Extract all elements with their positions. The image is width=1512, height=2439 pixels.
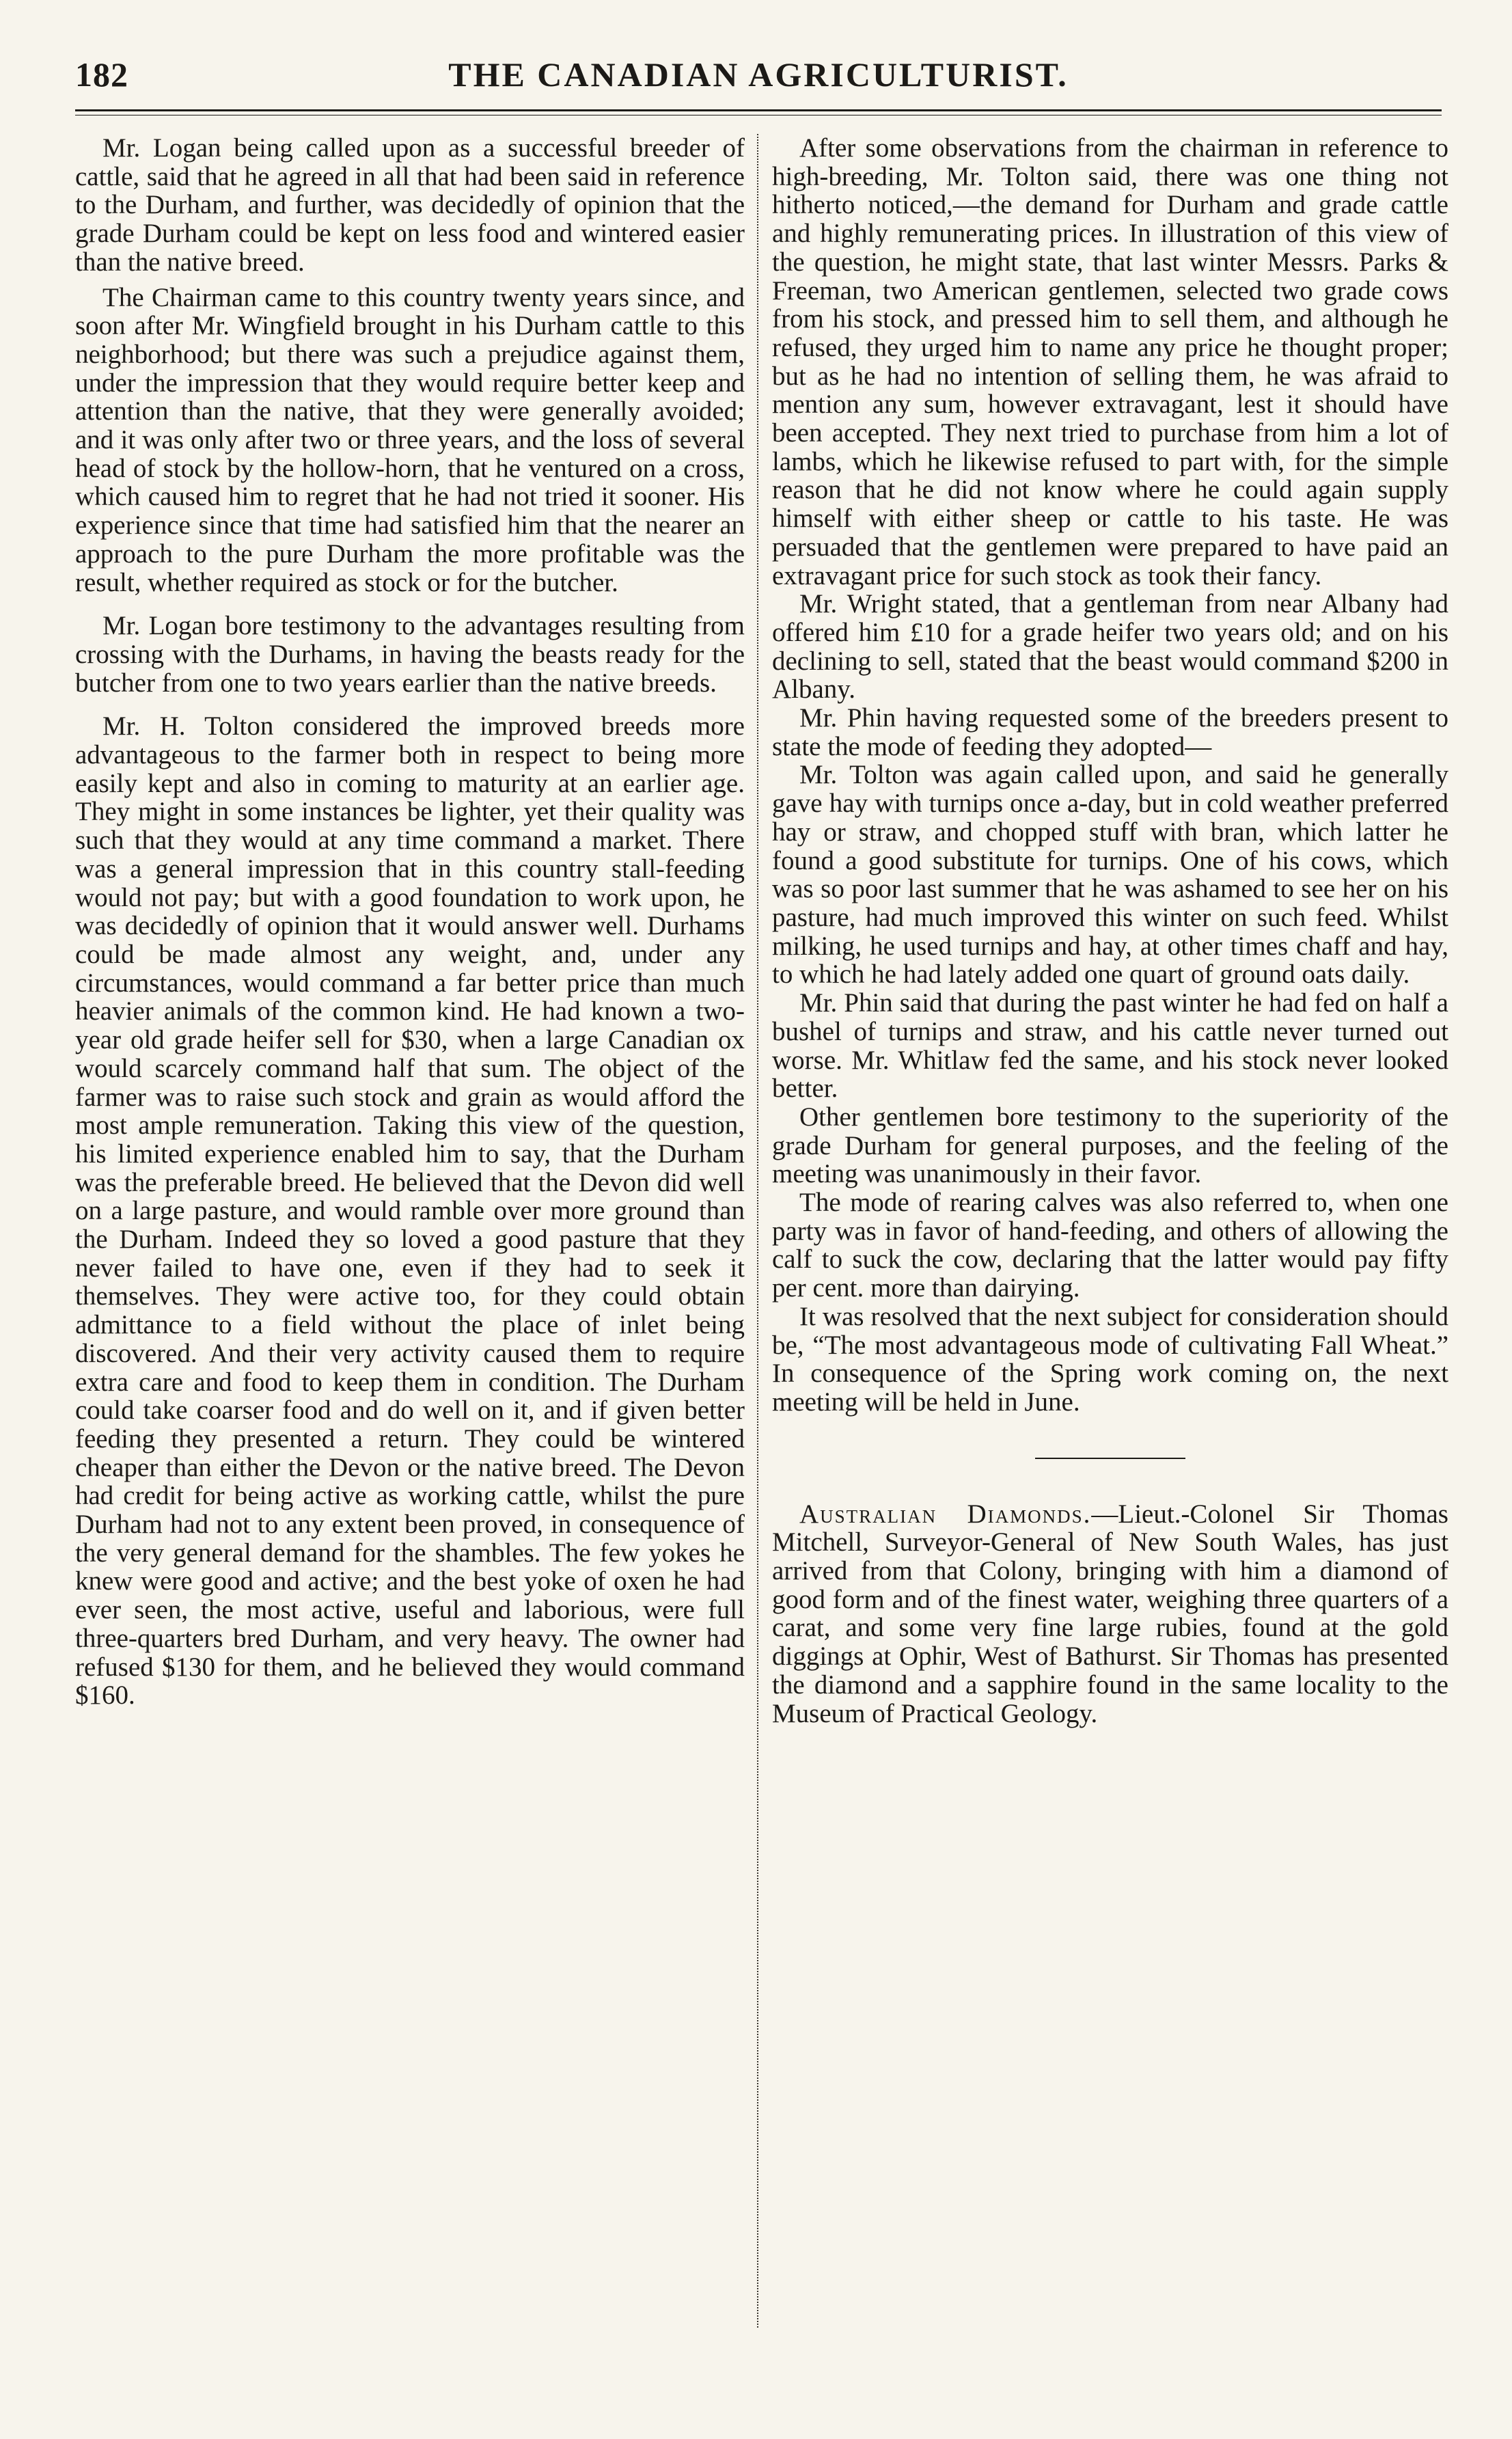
right-column <box>772 134 1448 1734</box>
column-divider <box>757 134 758 2328</box>
paragraph-phin-request: Mr. Phin having requested some of the breeders present to state the mode of feeding they adopted— <box>772 703 1448 761</box>
notice-australian-diamonds <box>772 1500 1448 1728</box>
notice-body: —Lieut.-Colonel Sir Thomas Mitchell, Surveyor-General of New South Wales, has just arrived from that Colony, bringing with him a diamond of good form and of the finest water, weighing three quarters of a carat, and some very fine large rubies, found at the gold diggings at Ophir, West of Bathurst. Sir Thomas has presented the diamond and a sapphire found in the same locality to the Museum of Practical Geology. <box>772 1499 1448 1728</box>
page-header <box>75 41 1442 103</box>
paragraph-logan-breeder: Mr. Logan being called upon as a successful breeder of cattle, said that he agreed in all that had been said in reference to the Durham, and further, was decidedly of opinion that the grade Durham could be kept on less food and wintered easier than the native breed. <box>75 133 745 277</box>
paragraph-chairman: The Chairman came to this country twenty years since, and soon after Mr. Wingfield brought in his Durham cattle to this neighborhood; but there was such a prejudice against them, under the impression that they would require better keep and attention than the native, that they were generally avoided; and it was only after two or three years, and the loss of several head of stock by the hollow-horn, that he ventured on a cross, which caused him to regret that he had not tried it sooner. His experience since that time had satisfied him that the nearer an approach to the pure Durham the more profitable was the result, whether required as stock or for the butcher. <box>75 282 745 597</box>
paragraph-wright: Mr. Wright stated, that a gentleman from near Albany had offered him £10 for a grade heifer two years old; and on his declining to sell, stated that the beast would command $200 in Albany. <box>772 589 1448 705</box>
paragraph-logan-testimony: Mr. Logan bore testimony to the advantages resulting from crossing with the Durhams, in having the beasts ready for the butcher from one to two years earlier than the native breeds. <box>75 611 745 698</box>
paragraph-tolton-feeding: Mr. Tolton was again called upon, and said he generally gave hay with turnips once a-day, but in cold weather preferred hay or straw, and chopped stuff with bran, which latter he found a good substitute for turnips. One of his cows, which was so poor last summer that he was ashamed to see her on his pasture, had much improved this winter on such feed. Whilst milking, he used turnips and hay, at other times chaff and hay, to which he had lately added one quart of ground oats daily. <box>772 760 1448 990</box>
paragraph-rearing-calves: The mode of rearing calves was also referred to, when one party was in favor of hand-feeding, and others of allowing the calf to suck the cow, declaring that the latter would pay fifty per cent. more than dairying. <box>772 1188 1448 1303</box>
paragraph-high-breeding: After some observations from the chairman in reference to high-breeding, Mr. Tolton said, there was one thing not hitherto noticed,—the demand for Durham and grade cattle and highly remunerating prices. In illustration of this view of the question, he might state, that last winter Messrs. Parks & Freeman, two American gentlemen, selected two grade cows from his stock, and pressed him to sell them, and although he refused, they urged him to name any price he thought proper; but as he had no intention of selling them, he was afraid to mention any sum, however extravagant, lest it should have been accepted. They next tried to purchase from him a lot of lambs, which he likewise refused to part with, for the simple reason that he did not know where he could again supply himself with either sheep or cattle to his taste. He was persuaded that the gentlemen were prepared to have paid an extravagant price for such stock as took their fancy. <box>772 133 1448 590</box>
section-rule <box>1035 1458 1185 1459</box>
running-title: THE CANADIAN AGRICULTURIST. <box>448 55 1069 94</box>
notice-heading: Australian Diamonds. <box>799 1499 1092 1529</box>
header-rule <box>75 109 1442 111</box>
left-column <box>75 134 745 1717</box>
paragraph-tolton-breeds: Mr. H. Tolton considered the improved breeds more advantageous to the farmer both in respect to being more easily kept and also in coming to maturity at an earlier age. They might in some instances be lighter, yet their quality was such that they would at any time command a market. There was a general impression that in this country stall-feeding would not pay; but with a good foundation to work upon, he was decidedly of opinion that it would answer well. Durhams could be made almost any weight, and, under any circumstances, would command a far better price than much heavier animals of the common kind. He had known a two-year old grade heifer sell for $30, when a large Canadian ox would scarcely command half that sum. The object of the farmer was to raise such stock and grain as would afford the most ample remuneration. Taking this view of the question, his limited experience enabled him to say, that the Durham was the preferable breed. He believed that the Devon did well on a large pasture, and would ramble over more ground than the Durham. Indeed they so loved a good pasture that they never failed to have one, even if they had to seek it themselves. They were active too, for they could obtain admittance to a field without the place of inlet being discovered. And their very activity caused them to require extra care and food to keep them in condition. The Durham could take coarser food and do well on it, and if given better feeding they presented a return. They could be wintered cheaper than either the Devon or the native breed. The Devon had credit for being active as working cattle, whilst the pure Durham had not to any extent been proved, in consequence of the very general demand for the shambles. The few yokes he knew were good and active; and the best yoke of oxen he had ever seen, the most active, useful and laborious, were full three-quarters bred Durham, and very heavy. The owner had refused $130 for them, and he believed they would command $160. <box>75 711 745 1711</box>
paragraph-phin-winter: Mr. Phin said that during the past winter he had fed on half a bushel of turnips and straw, and his cattle never turned out worse. Mr. Whitlaw fed the same, and his stock never looked better. <box>772 988 1448 1104</box>
paragraph-grade-durham: Other gentlemen bore testimony to the superiority of the grade Durham for general purposes, and the feeling of the meeting was unanimously in their favor. <box>772 1102 1448 1189</box>
paragraph-next-meeting: It was resolved that the next subject for consideration should be, “The most advantageous mode of cultivating Fall Wheat.” In consequence of the Spring work coming on, the next meeting will be held in June. <box>772 1301 1448 1417</box>
page-number: 182 <box>75 55 128 94</box>
